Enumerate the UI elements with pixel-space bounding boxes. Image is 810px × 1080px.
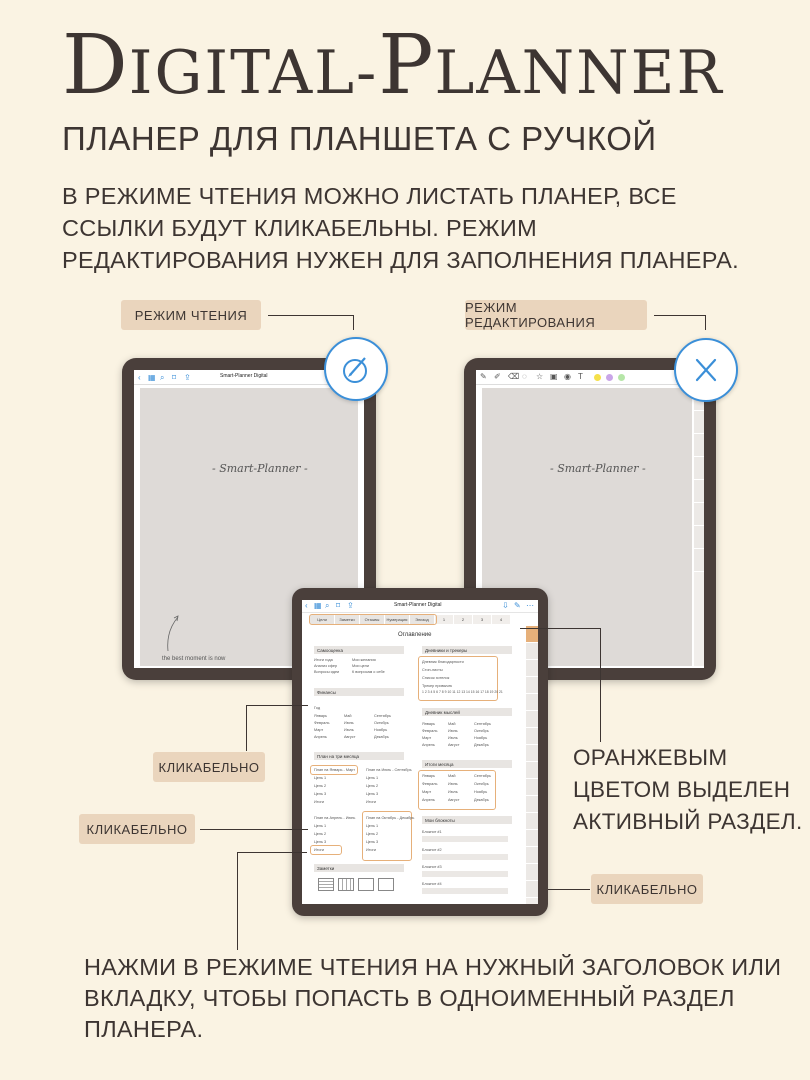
side-tabs: [694, 388, 704, 666]
side-tab[interactable]: [526, 847, 538, 864]
eraser-tool-icon[interactable]: ⌫: [508, 372, 520, 381]
goal-item[interactable]: Итоги: [366, 848, 377, 852]
tablet-contents: [292, 588, 548, 916]
tabs-highlight: [309, 614, 437, 625]
month-item[interactable]: Апрель: [314, 735, 327, 739]
list-item[interactable]: Мои желания: [352, 658, 376, 662]
notes-template-blank[interactable]: [358, 878, 374, 891]
color-purple-swatch[interactable]: [606, 374, 613, 381]
month-item[interactable]: Декабрь: [474, 798, 489, 802]
month-item[interactable]: Май: [448, 774, 456, 778]
notebook-bar: [422, 888, 508, 894]
month-item[interactable]: Ноябрь: [474, 790, 488, 794]
share-icon[interactable]: ⇪: [184, 373, 191, 382]
notebook-bar: [422, 836, 508, 842]
notes-template-blank[interactable]: [378, 878, 394, 891]
clickable-label: КЛИКАБЕЛЬНО: [153, 752, 265, 782]
month-item[interactable]: Май: [344, 714, 352, 718]
goal-item[interactable]: Цель 1: [314, 824, 327, 828]
document-title: Smart-Planner Digital: [394, 602, 442, 608]
month-item[interactable]: Октябрь: [474, 729, 489, 733]
side-tab[interactable]: [526, 864, 538, 881]
side-tab[interactable]: [526, 762, 538, 779]
month-item[interactable]: Май: [448, 722, 456, 726]
grid-icon[interactable]: ▦: [314, 601, 322, 610]
list-item[interactable]: Год: [314, 706, 321, 710]
goal-item[interactable]: Итоги: [366, 800, 377, 804]
goal-item[interactable]: Цель 2: [366, 784, 379, 788]
intro-text: В РЕЖИМЕ ЧТЕНИЯ МОЖНО ЛИСТАТЬ ПЛАНЕР, ВСЕ ССЫЛКИ БУДУТ КЛИКАБЕЛЬНЫ. РЕЖИМ РЕДАКТИРОВАНИЯ НУЖЕН ДЛЯ ЗАПОЛНЕНИЯ ПЛАНЕРА.: [62, 183, 739, 273]
section-notebooks[interactable]: Мои блокноты: [422, 816, 512, 824]
goal-item[interactable]: Итоги: [314, 848, 325, 852]
connector-line: [200, 829, 308, 830]
edit-icon[interactable]: ✎: [514, 601, 521, 610]
side-tab[interactable]: [526, 728, 538, 745]
lasso-tool-icon[interactable]: ◌: [522, 372, 527, 381]
list-item[interactable]: Мои цели: [352, 664, 369, 668]
connector-line: [353, 315, 354, 330]
connector-line: [237, 852, 238, 950]
list-item[interactable]: К вопросам о себе: [352, 670, 385, 674]
month-item[interactable]: Ноябрь: [474, 736, 488, 740]
side-tab[interactable]: [526, 711, 538, 728]
bottom-instruction: НАЖМИ В РЕЖИМЕ ЧТЕНИЯ НА НУЖНЫЙ ЗАГОЛОВОК ИЛИ ВКЛАДКУ, ЧТОБЫ ПОПАСТЬ В ОДНОИМЕННЫЙ РАЗДЕЛ ПЛАНЕРА.: [84, 954, 782, 1042]
more-icon[interactable]: ⋯: [526, 601, 534, 610]
page-title: DIGITAL-PLANNER: [62, 18, 724, 113]
side-tab[interactable]: [526, 779, 538, 796]
list-item[interactable]: Вопросы идеи: [314, 670, 340, 674]
connector-line: [237, 852, 307, 853]
text-tool-icon[interactable]: T: [578, 372, 583, 381]
arrow-icon: [164, 613, 184, 653]
month-item[interactable]: Июнь: [344, 721, 354, 725]
search-icon[interactable]: ⌕: [160, 373, 165, 382]
contents-title: Оглавление: [398, 632, 432, 638]
month-item[interactable]: Март: [314, 728, 324, 732]
camera-tool-icon[interactable]: ◉: [564, 372, 571, 381]
quarter-link[interactable]: План на Январь - Март: [314, 768, 355, 772]
color-yellow-swatch[interactable]: [594, 374, 601, 381]
tab-item[interactable]: Заметки: [335, 615, 359, 624]
notebook-bar: [422, 854, 508, 860]
goal-item[interactable]: Итоги: [314, 800, 325, 804]
notebook-link[interactable]: Блокнот #2: [422, 848, 442, 852]
list-item[interactable]: Анализ сфер: [314, 664, 338, 668]
goal-item[interactable]: Цель 2: [314, 832, 327, 836]
clickable-label: КЛИКАБЕЛЬНО: [591, 874, 703, 904]
month-item[interactable]: Июнь: [448, 729, 458, 733]
side-tab[interactable]: [694, 549, 704, 572]
month-item[interactable]: Декабрь: [374, 735, 389, 739]
tab-item[interactable]: Отзывы: [360, 615, 384, 624]
side-tab[interactable]: [526, 796, 538, 813]
edit-mode-label: РЕЖИМ РЕДАКТИРОВАНИЯ: [465, 300, 647, 330]
app-toolbar: [302, 600, 538, 613]
image-tool-icon[interactable]: ▣: [550, 372, 558, 381]
side-tab[interactable]: [694, 434, 704, 457]
list-item[interactable]: Стоп-листы: [422, 668, 443, 672]
side-tab[interactable]: [694, 526, 704, 549]
side-tab[interactable]: [526, 745, 538, 762]
notes-template-grid[interactable]: [338, 878, 354, 891]
tablet-screen: [302, 600, 538, 904]
side-tab[interactable]: [694, 457, 704, 480]
side-tabs: [526, 626, 538, 904]
notebook-link[interactable]: Блокнот #3: [422, 865, 442, 869]
month-item[interactable]: Апрель: [422, 743, 435, 747]
shapes-tool-icon[interactable]: ☆: [536, 372, 544, 381]
goal-item[interactable]: Цель 3: [366, 792, 379, 796]
quarter-link[interactable]: План на Апрель - Июнь: [314, 816, 356, 820]
clickable-label: КЛИКАБЕЛЬНО: [79, 814, 195, 844]
connector-line: [246, 705, 247, 751]
section-diaries[interactable]: Дневники и трекеры: [422, 646, 512, 654]
side-tab[interactable]: [694, 503, 704, 526]
back-icon[interactable]: ‹: [305, 601, 308, 610]
tab-item[interactable]: Нумерация: [386, 617, 408, 622]
marker-tool-icon[interactable]: ✐: [494, 372, 501, 381]
edit-toolbar: [476, 370, 704, 385]
month-item[interactable]: Январь: [422, 722, 436, 726]
goal-item[interactable]: Цель 1: [314, 776, 327, 780]
quarter-link[interactable]: План на Июль - Сентябрь: [366, 768, 412, 772]
document-title: Smart-Planner Digital: [220, 373, 268, 379]
color-green-swatch[interactable]: [618, 374, 625, 381]
side-tab[interactable]: [694, 411, 704, 434]
section-self-assessment[interactable]: Самооценка: [314, 646, 404, 654]
connector-line: [654, 315, 706, 316]
goal-item[interactable]: Цель 1: [366, 776, 379, 780]
month-item[interactable]: Март: [422, 790, 432, 794]
back-icon[interactable]: ‹: [138, 373, 141, 382]
side-tab[interactable]: [526, 830, 538, 847]
connector-line: [705, 315, 706, 330]
tab-item[interactable]: 4: [492, 615, 510, 624]
month-item[interactable]: Сентябрь: [474, 722, 492, 726]
connector-line: [520, 628, 600, 629]
edit-pen-button[interactable]: [324, 337, 388, 401]
grid-icon[interactable]: ▦: [148, 373, 156, 382]
month-item[interactable]: Февраль: [314, 721, 330, 725]
close-icon: [691, 355, 721, 385]
share-icon[interactable]: ⇪: [347, 601, 354, 610]
month-item[interactable]: Январь: [314, 714, 328, 718]
section-notes[interactable]: Заметки: [314, 864, 404, 872]
section-finance[interactable]: Финансы: [314, 688, 404, 696]
connector-line: [600, 628, 601, 742]
section-month-results[interactable]: Итоги месяца: [422, 760, 512, 768]
month-item[interactable]: Август: [344, 735, 356, 739]
side-tab[interactable]: [526, 813, 538, 830]
planner-logo: - Smart-Planner -: [550, 462, 646, 475]
notes-template-lined[interactable]: [318, 878, 334, 891]
bookmark-icon[interactable]: ⌑: [336, 601, 341, 610]
month-item[interactable]: Февраль: [422, 729, 438, 733]
page-subtitle: ПЛАНЕР ДЛЯ ПЛАНШЕТА С РУЧКОЙ: [62, 120, 657, 157]
pen-tool-icon[interactable]: ✎: [480, 372, 487, 381]
month-item[interactable]: Апрель: [422, 798, 435, 802]
goal-item[interactable]: Цель 2: [366, 832, 379, 836]
pen-icon: [338, 351, 374, 387]
side-tab[interactable]: [526, 643, 538, 660]
connector-line: [246, 705, 308, 706]
tab-item[interactable]: 1: [435, 615, 453, 624]
month-item[interactable]: Июль: [344, 728, 354, 732]
tab-item[interactable]: Эпизод: [410, 615, 434, 624]
planner-logo: - Smart-Planner -: [212, 462, 308, 475]
close-edit-button[interactable]: [674, 338, 738, 402]
tab-item[interactable]: 3: [473, 615, 491, 624]
list-item[interactable]: Список хотелок: [422, 676, 450, 680]
month-item[interactable]: Июль: [448, 736, 458, 740]
section-thoughts[interactable]: Дневник мыслей: [422, 708, 512, 716]
list-item[interactable]: Итоги года: [314, 658, 333, 662]
list-item[interactable]: Трекер привычек: [422, 684, 453, 688]
month-item[interactable]: Сентябрь: [374, 714, 392, 718]
month-item[interactable]: Сентябрь: [474, 774, 492, 778]
month-item[interactable]: Август: [448, 743, 460, 747]
month-item[interactable]: Март: [422, 736, 432, 740]
month-item[interactable]: Октябрь: [374, 721, 389, 725]
notebook-bar: [422, 871, 508, 877]
month-item[interactable]: Октябрь: [474, 782, 489, 786]
tab-item[interactable]: 2: [454, 615, 472, 624]
goal-item[interactable]: Цель 3: [314, 840, 327, 844]
month-item[interactable]: Август: [448, 798, 460, 802]
quarter-link[interactable]: План на Октябрь - Декабрь: [366, 816, 415, 820]
notebook-link[interactable]: Блокнот #4: [422, 882, 442, 886]
side-tab[interactable]: [526, 677, 538, 694]
bookmark-icon[interactable]: ⌑: [172, 373, 177, 382]
orange-caption: ОРАНЖЕВЫМ ЦВЕТОМ ВЫДЕЛЕН АКТИВНЫЙ РАЗДЕЛ.: [573, 745, 803, 834]
read-mode-label: РЕЖИМ ЧТЕНИЯ: [121, 300, 261, 330]
goal-item[interactable]: Цель 1: [366, 824, 379, 828]
connector-line: [548, 889, 590, 890]
month-item[interactable]: Февраль: [422, 782, 438, 786]
goal-item[interactable]: Цель 3: [314, 792, 327, 796]
goal-item[interactable]: Цель 2: [314, 784, 327, 788]
month-item[interactable]: Июль: [448, 790, 458, 794]
tracker-numbers[interactable]: 1 2 3 4 5 6 7 8 9 10 11 12 13 14 15 16 17 18 19 20 21: [422, 690, 503, 694]
cover-footer: the best moment is now: [162, 656, 226, 662]
month-item[interactable]: Декабрь: [474, 743, 489, 747]
section-quarter-plan[interactable]: План на три месяца: [314, 752, 404, 760]
side-tab[interactable]: [526, 660, 538, 677]
month-item[interactable]: Январь: [422, 774, 436, 778]
tab-item[interactable]: Цели: [310, 615, 334, 624]
search-icon[interactable]: ⌕: [325, 601, 330, 610]
goal-item[interactable]: Цель 3: [366, 840, 379, 844]
month-item[interactable]: Июнь: [448, 782, 458, 786]
side-tab[interactable]: [526, 694, 538, 711]
connector-line: [268, 315, 354, 316]
notebook-link[interactable]: Блокнот #1: [422, 830, 442, 834]
month-item[interactable]: Ноябрь: [374, 728, 388, 732]
export-icon[interactable]: ⇩: [502, 601, 509, 610]
side-tab[interactable]: [694, 480, 704, 503]
list-item[interactable]: Дневник благодарности: [422, 660, 464, 664]
side-tab[interactable]: [526, 881, 538, 898]
